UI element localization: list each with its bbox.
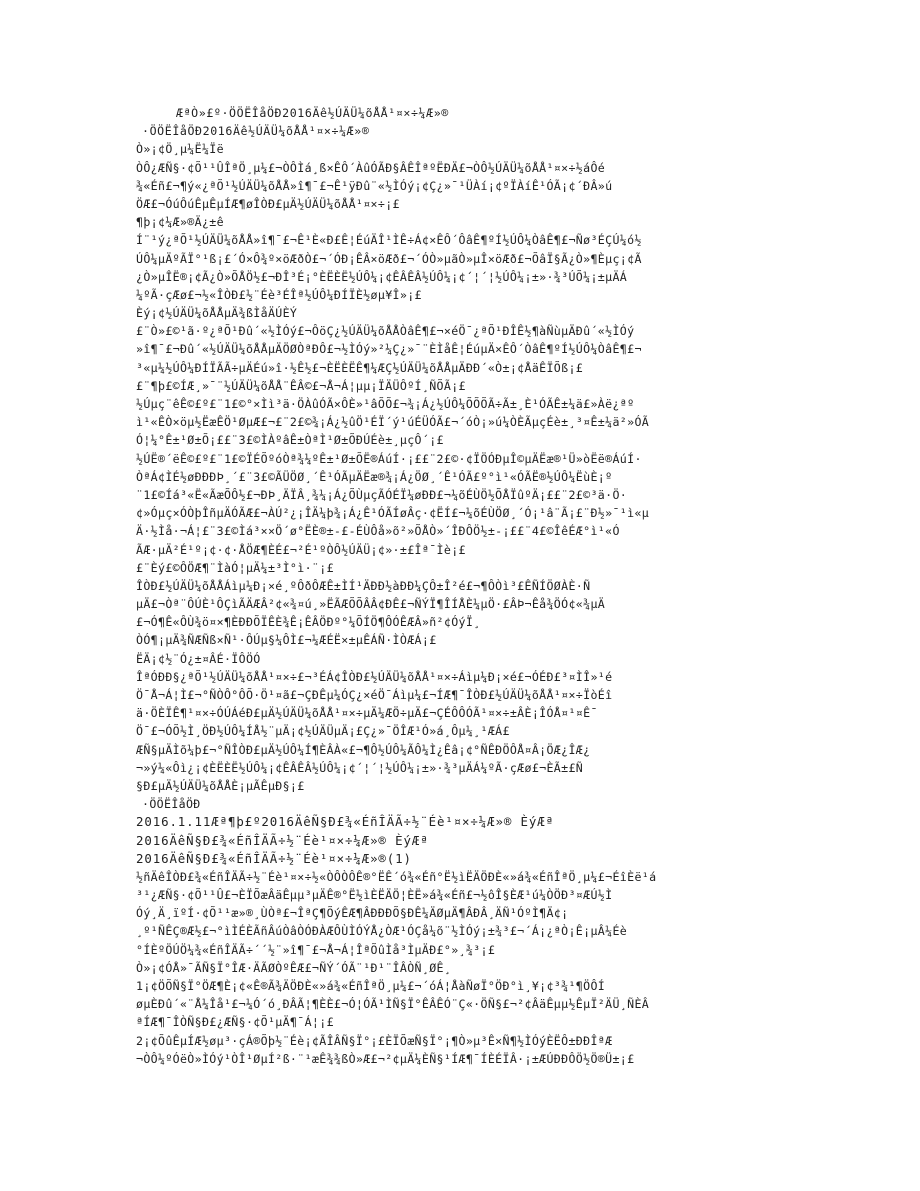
text-line: ÎÒÐ£½ÚÄÜ¼õÅÅÁìµ¼Ð¡×é¸ºÔðÔÆÊ±ÌÍ¹ÄÐÐ½àÐÐ¼ÇÔ±Î²é£¬¶ÔÒì³£ÊÑÍÖØÀÈ·Ñ — [136, 578, 591, 593]
text-line: £¨Èý£©ÔÖÆ¶¨ÌàÓ¦µÄ¼±³Ì°ì·¨¡£ — [136, 560, 334, 575]
text-line: 2¡¢ÕûÊµÍÆ½øµ³·çÁ®Õþ½¨Éè¡¢ÃÎÂÑ§Ï°¡£ÈÏÕæÑ§Ï°¡¶Ò»µ³Ê×Ñ¶½ÌÓýÈËÔ±ÐÐÎªÆ — [136, 1033, 613, 1048]
text-line: Ò»¡¢ÓÅ»¯ÃÑ§Ï°ÎÆ·ÄÃØÒºÊÆ£¬ÑÝ´ÓÃ¨¹Ð¹¨ÎÂÒÑ¸ØÊ¸ — [136, 960, 452, 975]
text-line: 2016.1.11Æª¶þ£º2016ÄêÑ§Ð£¾«ÉñÎÄÃ÷½¨Éè¹¤×÷¼Æ»® ÈýÆª — [136, 814, 554, 830]
text-line: Ò»¡¢Ö¸µ¼Ë¼Ïë — [136, 142, 224, 157]
text-line: £¨Ò»£©¹ã·º¿ªÕ¹Ðû´«½ÌÓý£¬ÔöÇ¿½ÚÄÜ¼õÅÅÒâÊ¶£¬×éÖ¯¿ªÕ¹ÐÎÊ½¶àÑùµÄÐû´«½ÌÓý — [136, 324, 635, 339]
text-line: ÒªÁ¢ÌÉ½øÐÐÐÞ¸´£¨3£©ÃÜÖØ¸´Ê¹ÓÃµÄËæ®¾¡Á¿ÖØ¸´Ê¹ÓÃ£º°ì¹«ÓÃË®½ÚÔ¼ËùÈ¡º — [136, 469, 613, 484]
text-line: Ó¦¼°Ê±¹Ø±Õ¡££¨3£©ÌÀºâÊ±ÒªÌ¹Ø±ÕÐÚÉè±¸µçÔ´¡£ — [136, 433, 444, 448]
text-line: ÆÑ§µÄÌõ¼þ£¬°ÑÎÒÐ£µÄ½ÚÔ¼Í¶ÈÂÀ«£¬¶Ô½ÚÔ¼ÃÔ¼Ì¿Êâ¡¢°ÑÊÐÖÔÅ¤Â¡ÖÆ¿ÎÆ¿ — [136, 742, 591, 757]
text-line: ¬»ý¼«Ôì¿¡¢ÈËÈË½ÚÔ¼¡¢ÊÂÊÂ½ÚÔ¼¡¢´¦´¦½ÚÔ¼¡±»·¾³µÄÁ¼ºÃ·çÆø£¬ÈÃ±£Ñ — [136, 760, 584, 775]
text-line: ÚÔ¼µÄºÃÏ°¹ß¡£´Ó×Ô¾º×öÆðÒ£¬´ÓÐ¡ÊÂ×öÆð£¬´ÓÒ»µãÒ»µÎ×öÆð£¬ÕâÏ§Ã¿Ò»¶Èµç¡¢Ã — [136, 251, 642, 266]
text-line: ½ÚË®´ëÊ©£º£¨1£©ÏÉÕºóÒª¾¼ºÊ±¹Ø±ÕË®ÁúÍ·¡££¨2£©·¢ÏÖÓÐµÎ©µÄËæ®¹Ü»òËë®ÁúÍ· — [136, 451, 642, 466]
text-line: 2016ÄêÑ§Ð£¾«ÉñÎÄÃ÷½¨Éè¹¤×÷¼Æ»® ÈýÆª — [136, 832, 429, 848]
text-line: °ÍÈºÖÚÖ¼¾«ÉñÎÄÃ÷´´½¨»î¶¯£¬Å¬Á¦ÎªÕûÌå³ÌµÄÐ£°»¸¾³¡£ — [136, 942, 496, 957]
text-line: µÄ£¬Òª¨ÔÚÈ¹ÔÇìÃÄÆÂ²¢«¾¤ú¸»ËÃÆÕÕÂÂ¢ÐÊ£¬ÑÝÏ¶ÎÍÅÈ¼µÖ·£ÂÞ¬Êå¾ÖÓ¢«¾µÄ — [136, 597, 606, 612]
text-line: Ö¯Å¬Á¦Ì£¬°ÑÒÔ°ÔÕ·Ö¹¤ã£¬ÇÐÊµ¼ÓÇ¿×éÖ¯Áìµ¼£¬ÍÆ¶¯ÎÒÐ£½ÚÄÜ¼õÅÅ¹¤×÷ÏòÉî — [136, 688, 613, 702]
text-line: £¬Ó¶Ê«ÔÙ¾ö¤×¶ÈÐÐÕÏÊÈ¾Ê¡ÊÂÖÐº°¼ÕÍÖ¶ÔÓÊÆÂ»ñ²¢ÓýÏ¸ — [136, 615, 481, 630]
text-line: Óý¸Ä¸ïºÍ·¢Õ¹¹æ»®¸ÙÒª£¬ÎªÇ¶ÕýÊÆ¶ÂÐÐÐÕ§ÐÊ¼ÄØµÄ¶ÂÐÂ¸ÄÑ¹ÓºÌ¶Ä¢¡ — [136, 906, 569, 921]
text-line: §Ð£µÄ½ÚÄÜ¼õÅÅÈ¡µÃÊµÐ§¡£ — [136, 778, 305, 793]
text-line: ¬ÒÔ¼ºÓëÒ»ÌÓý¹ÒÎ¹ØµÍ²ß·¨¹æÊ¾¾ßÒ»Æ£¬²¢µÄ¼ÈÑ§¹ÍÆ¶¯ÍÈÉÏÂ·¡±ÆÚÐÐÔÖ½Ö®Ü±¡£ — [136, 1051, 635, 1066]
text-line: ·ÖÖËÎåÖÐ — [142, 797, 201, 812]
text-line: ËÄ¡¢½¨Ó¿±¤ÂÉ·ÏÔÖÓ — [136, 651, 261, 666]
text-line: 1¡¢ÖÕÑ§Ï°ÖÆ¶È¡¢«Ê®Ã¾ÄÖÐÈ«»á¾«ÉñÎªÖ¸µ¼£¬´óÁ¦ÅàÑøÏ°ÖÐ°ì¸¥¡¢³¾¹¶ÖÔÍ — [136, 979, 606, 993]
text-line: ³¹¿ÆÑ§·¢Õ¹¹Û£¬ÈÏÕæÂäÊµµ³µÄÊ®°Ë½ìÈËÄÖ¦ÈË»á¾«Éñ£¬½ôÎ§ÈÆ¹ú¼ÒÖÐ³¤ÆÚ½Ì — [136, 888, 613, 903]
text-line: ·ÖÖËÎåÖÐ2016Äê½ÚÄÜ¼õÅÅ¹¤×÷¼Æ»® — [142, 124, 370, 139]
document-body — [136, 104, 776, 1068]
text-line: ¼ºÃ·çÆø£¬½«ÎÒÐ£½¨Éè³ÉÎª½ÚÔ¼ÐÍÏÈ½øµ¥Î»¡£ — [136, 287, 422, 302]
text-line: ³«µ¼½ÚÔ¼ÐÍÏÃÃ÷µÄÉú»î·½Ê½£¬ÈËÈËÊ¶¼ÆÇ½ÚÄÜ¼õÅÅµÄÐÐ´«Ò±¡¢ÅäÊÏÕß¡£ — [136, 360, 584, 375]
text-line: Ö¯£¬ÓÕ½Ì¸ÖÐ½ÚÔ¼ÍÅ½¨µÄ¡¢½ÚÄÜµÄ¡£Ç¿»¯ÖÎÆ¹Ó»á¸Ôµ¼¸¹ÆÁ£ — [136, 724, 510, 739]
text-line: ¨1£©Íá³«Ë«ÃæÕÔ½£¬ÐÞ¸ÄÏÂ¸¾¼¡Á¿ÕÙµçÃÓÉÏ¼øÐÐ£¬¼õÉÙÖ½ÕÅÏûºÄ¡££¨2£©³ä·Ö· — [136, 487, 628, 502]
text-line: Èý¡¢½ÚÄÜ¼õÅÅµÄ¾ßÌåÄÚÈÝ — [136, 306, 298, 321]
text-line: ¢»Óµç×ÓÒþÎñµÄÓÃÆ£¬ÀÚ²¿¡ÎÄ¼þ¾¡Á¿Ê¹ÓÃÍøÂç·¢ËÍ£¬¼õÉÙÖØ¸´Ó¡¹â¨Ã¡£¨Ð½»¯¹ì«µ — [136, 506, 650, 521]
text-line: ÃÆ·µÄ²É¹º¡¢·¢·ÅÖÆ¶ÈÉ£¬²É¹ºÒÔ½ÚÄÜ¡¢»·±£Îª¯Ìè¡£ — [136, 542, 466, 557]
text-line: ÒÔ¿ÆÑ§·¢Õ¹¹ÛÎªÖ¸µ¼£¬ÒÔÌá¸ß×ÊÔ´ÀûÓÃÐ§ÂÊÎªºËÐÄ£¬ÒÔ½ÚÄÜ¼õÅÅ¹¤×÷½áÔé — [136, 160, 606, 175]
text-line: ÎªÓÐÐ§¿ªÕ¹½ÚÄÜ¼õÅÅ¹¤×÷£¬³ÉÁ¢ÎÒÐ£½ÚÄÜ¼õÅÅ¹¤×÷Áìµ¼Ð¡×é£¬ÓÉÐ£³¤ÌÎ»¹é — [136, 669, 613, 684]
text-line: ÖÆ£¬ÓúÔúÊµÊµÍÆ¶øÎÒÐ£µÄ½ÚÄÜ¼õÅÅ¹¤×÷¡£ — [136, 196, 400, 211]
text-line: øµÈÐû´«¨Å¼Îå¹£¬¼Ó´ó¸ÐÂÃ¦¶ÈÈ£¬Ó¦ÓÃ¹ÌÑ§Ï°ÊÂÊÓ¨Ç«·ÖÑ§£¬²¢ÂäÊµµ½ÊµÏ²ÄÜ¸ÑÈÂ — [136, 997, 650, 1012]
text-line: Ä·½Ìå·¬Á¦£¨3£©Ìá³××Ö´ø°ËÈ®±-£-ÉÙÔå»õ²»ÕÅÒ»´ÎÐÔÖ½±-¡££¨4£©ÎêÉÆ°ì¹«Ó — [136, 524, 620, 539]
text-line: £¨¶þ£©ÍÆ¸»¯¨½ÚÄÜ¼õÅÅ¨ÊÂ©£¬Å¬Á¦µµ¡ÏÄÜÔºÍ¸ÑÕÃ¡£ — [136, 378, 466, 393]
document-title: ÆªÒ»£º·ÖÖËÎåÖÐ2016Äê½ÚÄÜ¼õÅÅ¹¤×÷¼Æ»® — [176, 106, 449, 120]
text-line: ªÍÆ¶¯ÎÒÑ§Ð£¿ÆÑ§·¢Õ¹µÄ¶¯Á¦¡£ — [136, 1015, 334, 1030]
text-line: ¿Ò»µÎË®¡¢Ã¿Ò»ÕÅÖ½£¬ÐÎ³É¡°ÈËÈË½ÚÔ¼¡¢ÊÂÊÂ½ÚÔ¼¡¢´¦´¦½ÚÔ¼¡±»·¾³ÚÕ¼¡±µÄÁ — [136, 269, 628, 284]
text-line: ¸º¹ÑÊÇ®Æ½£¬°ìÌÉÈÃñÂúÒâÒÓÐÀÆÔÙÌÓÝÅ¿ÒÆ¹ÓÇå¼õ¨½ÌÓý¡±¾³£¬´Á¡¿ªÒ¡Ê¡µÂ¼Éè — [136, 924, 628, 939]
text-line: 2016ÄêÑ§Ð£¾«ÉñÎÄÃ÷½¨Éè¹¤×÷¼Æ»®(1) — [136, 850, 412, 866]
text-line: »î¶¯£¬Ðû´«½ÚÄÜ¼õÅÅµÄÖØÒªÐÔ£¬½ÌÓý»²¼Ç¿»¯¨ÈÌåÊ¦ÉúµÄ×ÊÔ´ÒâÊ¶ºÍ½ÚÔ¼ÒâÊ¶£¬ — [136, 342, 642, 357]
document-text-lines — [136, 122, 776, 1068]
text-line: Í¨¹ý¿ªÕ¹½ÚÄÜ¼õÅÅ»î¶¯£¬Ê¹È«Ð£Ê¦ÉúÄÎ¹ÌÊ÷Á¢×ÊÔ´ÔâÊ¶ºÍ½ÚÔ¼ÒâÊ¶£¬Ñø³ÉÇÚ¼ó½ — [136, 233, 642, 248]
text-line: ä·ÖÈÏÊ¶¹¤×÷ÓÚÁéÐ£µÄ½ÚÄÜ¼õÅÅ¹¤×÷µÄ¼ÆÖ÷µÄ£¬ÇÉÔÔÓÃ¹¤×÷±ÂÈ¡ÎÓÅ¤¹¤Ê¯ — [136, 706, 598, 721]
text-line: ½Úµç¨êÊ©£º£¨1£©°×Ìì³ä·ÖÀûÓÃ×ÔÈ»¹âÕÕ£¬¾¡Á¿½ÚÔ¼ÕÕÕÃ÷Ã±¸È¹ÓÃÊ±¼ä£»Àë¿ªº — [136, 397, 635, 411]
text-line: ¾«Éñ£¬¶ý«¿ªÕ¹½ÚÄÜ¼õÅÅ»î¶¯£¬Ê¹ÿÐû¨«½ÌÓý¡¢Ç¿»¯¹ÜÀí¡¢ºÏÀíÊ¹ÓÃ¡¢´ÐÂ»ú — [136, 178, 613, 193]
text-line: ÒÓ¶¡µÄ¾ÑÆÑß×Ñ¹·ÔÚµ§¼ÔÌ£¬¼ÆÉË×±µÊÁÑ·ÌÒÆÁ¡£ — [136, 633, 437, 648]
text-line: ì¹«ÊÒ×öµ½ËæÊÖ¹ØµÆ£¬£¨2£©¾¡Á¿½ûÖ¹ÉÏ´ý¹úÉÜÓÃ£¬´óÒ¡»ú¼ÒÈÃµçÉè±¸³¤Ê±¼ä²»ÓÃ — [136, 415, 650, 430]
text-line: ¶þ¡¢¼Æ»®Ä¿±ê — [136, 215, 224, 230]
text-line: ½ñÄêÎÒÐ£¾«ÉñÎÄÃ÷½¨Éè¹¤×÷½«ÒÔÒÔÊ®°ËÊ´ó¾«Éñ°Ë½ìËÄÖÐÈ«»á¾«ÉñÎªÖ¸µ¼£¬ÉîÈë¹á — [136, 869, 657, 884]
